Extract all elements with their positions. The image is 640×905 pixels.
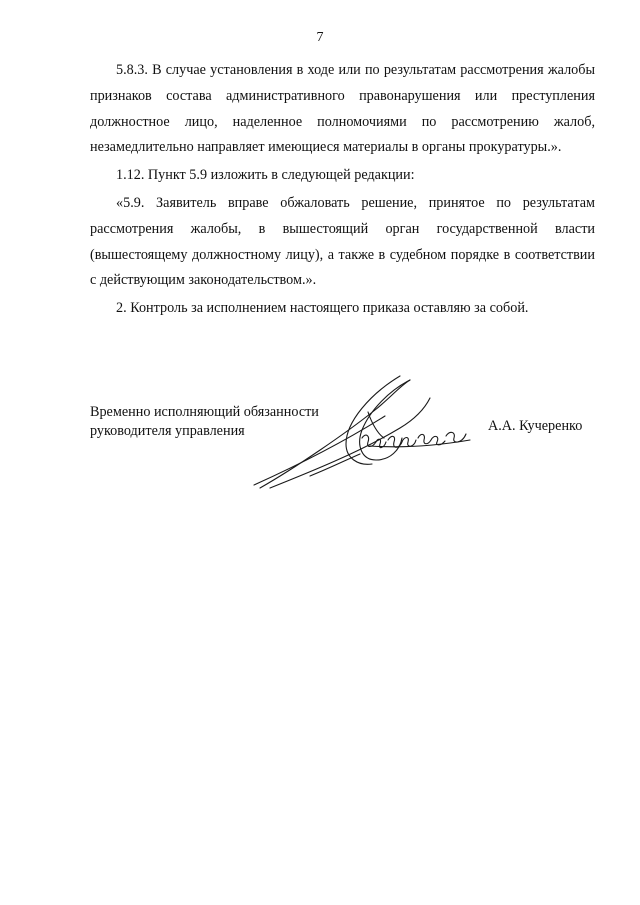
signatory-name: А.А. Кучеренко	[488, 418, 583, 434]
handwritten-signature	[250, 372, 480, 490]
paragraph-5-9: «5.9. Заявитель вправе обжаловать решение, принятое по результатам рассмотрения жалобы, в вышестоящий орган государственной власти (вышестоящему должностному лицу), а также в судебном порядке в соответствии с действующим законодательством.».	[90, 194, 595, 289]
signatory-title-line2: руководителя управления	[90, 423, 245, 439]
paragraph-1-12: 1.12. Пункт 5.9 изложить в следующей редакции:	[116, 167, 415, 184]
page-number: 7	[316, 30, 324, 45]
paragraph-5-8-3: 5.8.3. В случае установления в ходе или по результатам рассмотрения жалобы признаков состава административного правонарушения или преступления должностное лицо, наделенное полномочиями по рассмотрению жалоб, незамедлительно направляет имеющиеся материалы в органы прокуратуры.».	[90, 62, 595, 156]
document-body	[90, 58, 595, 322]
paragraph-control: 2. Контроль за исполнением настоящего приказа оставляю за собой.	[116, 300, 529, 317]
signatory-title-line1: Временно исполняющий обязанности	[90, 404, 319, 420]
